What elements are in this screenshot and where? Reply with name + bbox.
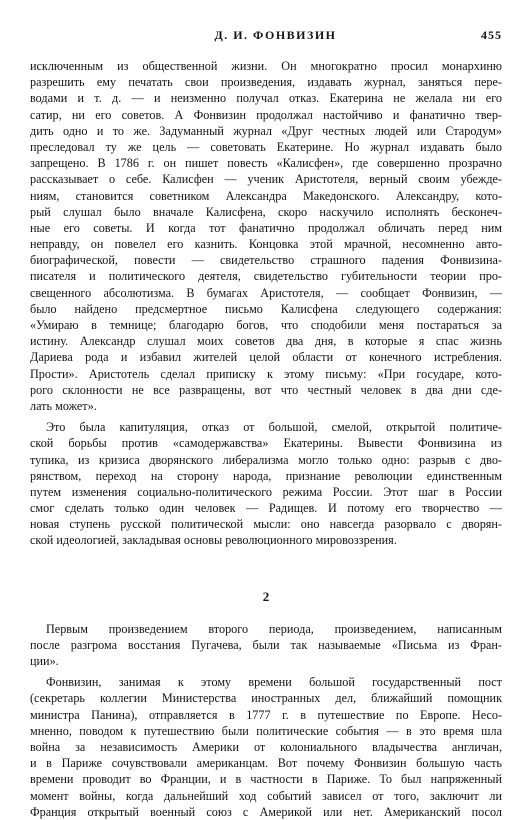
text-line: исключенным из общественной жизни. Он многократно просил монархиню: [30, 59, 502, 73]
text-line: рассказывает о себе. Калисфен — ученик Аристотеля, верный своим убежде-: [30, 172, 502, 187]
text-line: Франция открытый военный союз с Америкой или нет. Американский посол: [30, 804, 502, 819]
text-line: война за независимость Америки от колониального владычества англичан,: [30, 739, 502, 754]
text-line: ные его советы. И когда тот фанатично продолжал обличать перед ним: [30, 220, 502, 235]
text-line: Дариева рода и избавил жителей целой области от конечного истребления.: [30, 350, 502, 365]
text-line: дить одно и то же. Задуманный журнал «Друг честных людей или Стародум»: [30, 123, 502, 138]
paragraph-3: [30, 621, 502, 670]
text-line: мненно, поводом к путешествию были политические события — в это время шла: [30, 723, 502, 738]
paragraph-4: [30, 674, 502, 820]
text-line: рянством, переход на сторону народа, признание революции единственным: [30, 468, 502, 483]
text-line: Это была капитуляция, отказ от большой, смелой, открытой политиче-: [46, 420, 502, 435]
text-line: (секретарь коллегии Министерства иностранных дел, ближайший помощник: [30, 691, 502, 706]
text-line: свещенного абсолютизма. В бумагах Аристотеля, — сообщает Фонвизин, —: [30, 285, 502, 300]
page-header: [30, 28, 502, 58]
text-line: смог сделать только один человек — Радищев. И потому его творчество —: [30, 501, 502, 516]
paragraph-1: [30, 58, 502, 414]
text-line: водами и т. д. — и неизменно получал отказ. Екатерина не желала ни его: [30, 91, 502, 106]
text-line: лать может».: [30, 398, 97, 413]
page-number: 455: [481, 28, 502, 42]
text-line: запрещено. В 1786 г. он пишет повесть «Калисфен», где совершенно прозрачно: [30, 156, 502, 171]
text-line: Первым произведением второго периода, произведением, написанным: [46, 621, 502, 636]
text-line: «Умираю в темнице; благодарю богов, что сподобили меня постараться за: [30, 318, 502, 332]
text-line: после разгрома восстания Пугачева, были так называемые «Письма из Фран-: [30, 637, 502, 652]
text-line: министра Панина), отправляется в 1777 г. в путешествие по Европе. Несо-: [30, 707, 502, 722]
text-line: неправду, он повелел его казнить. Концовка этой мрачной, несомненно авто-: [30, 237, 502, 252]
section-number: 2: [262, 588, 270, 604]
text-line: времени проводит во Франции, и в частности в Париже. То был напряженный: [30, 772, 502, 787]
text-line: момент войны, когда дальнейший ход событий зависел от того, заключит ли: [30, 788, 502, 803]
text-line: биографической, повести — свидетельство страшного падения Фонвизина-: [30, 253, 502, 268]
text-line: было найдено предсмертное письмо Калисфена следующего содержания:: [30, 301, 502, 316]
text-line: сатир, ни его советов. А Фонвизин продолжал настойчиво и фанатично твер-: [30, 107, 502, 122]
text-line: путем изменения социально-политического режима России. Этот шаг в России: [30, 484, 502, 499]
text-line: новая ступень русской политической мысли: оно навсегда разорвало с дворян-: [30, 517, 502, 532]
text-line: ской борьбы против «самодержавства» Екатерины. Вывести Фонвизина из: [30, 436, 502, 451]
text-line: Прости». Аристотель сделал приписку к этому письму: «При государе, кото-: [30, 366, 502, 381]
text-line: рого склонности не все развращены, вот что честный человек в два дни сде-: [30, 382, 502, 397]
text-line: Фонвизин, занимая к этому времени большой государственный пост: [46, 675, 502, 690]
text-line: писателя и политического деятеля, свидетельство губительности теории про-: [30, 269, 502, 284]
text-line: истину. Александр слушал моих советов два дня, в которые я спас жизнь: [30, 334, 502, 349]
text-line: тупика, из кризиса дворянского либерализма могло только одно: разрыв с дво-: [30, 452, 502, 467]
text-line: и в Париже сочувствовали американцам. Вот почему Фонвизин большую часть: [30, 756, 502, 771]
text-line: ции».: [30, 654, 59, 668]
paragraph-2: [30, 419, 502, 549]
text-line: разрешить ему печатать свои произведения, издавать журнал, заняться пере-: [30, 75, 502, 90]
text-line: преследовал ту же цель — советовать Екатерине. Но журнал издавать было: [30, 139, 502, 154]
text-line: ской идеологией, закладывая основы революционного мировоззрения.: [30, 533, 397, 548]
text-line: рый слушал было вначале Калисфена, скоро наскучило исполнять бесконеч-: [30, 204, 502, 219]
running-title: Д. И. ФОНВИЗИН: [214, 28, 337, 42]
text-line: ниям, становится советником Александра Македонского. Александру, кото-: [30, 188, 502, 203]
